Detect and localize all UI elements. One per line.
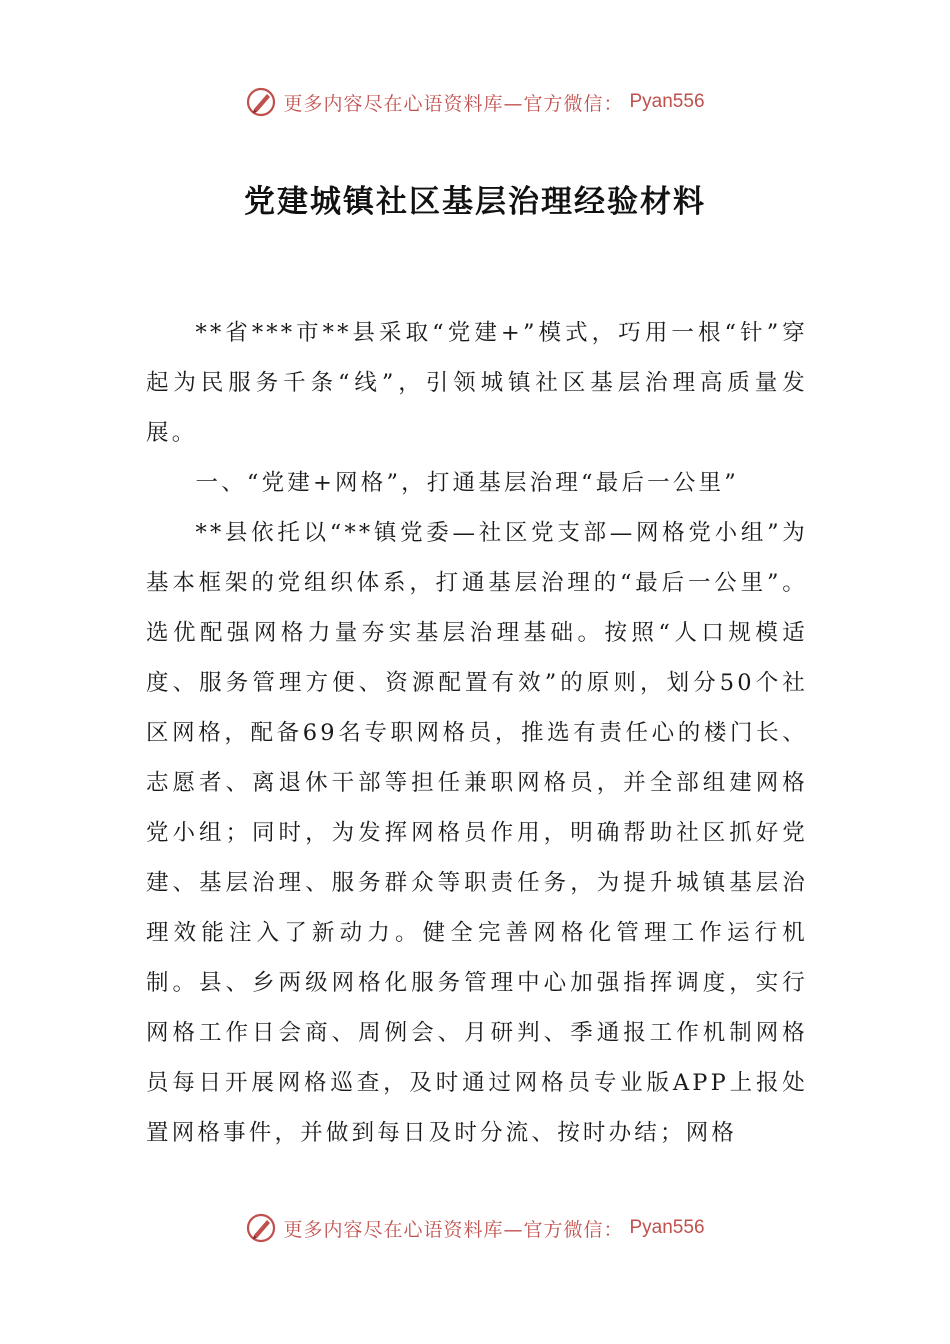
document-body xyxy=(146,308,808,1158)
watermark-wechat-id: Pyan556 xyxy=(629,1217,705,1238)
body-paragraph: **县依托以“**镇党委—社区党支部—网格党小组”为基本框架的党组织体系，打通基层治理的“最后一公里”。选优配强网格力量夯实基层治理基础。按照“人口规模适度、服务管理方便、资源配置有效”的原则，划分50个社区网格，配备69名专职网格员，推选有责任心的楼门长、志愿者、离退休干部等担任兼职网格员，并全部组建网格党小组；同时，为发挥网格员作用，明确帮助社区抓好党建、基层治理、服务群众等职责任务，为提升城镇基层治理效能注入了新动力。健全完善网格化管理工作运行机制。县、乡两级网格化服务管理中心加强指挥调度，实行网格工作日会商、周例会、月研判、季通报工作机制网格员每日开展网格巡查，及时通过网格员专业版APP上报处置网格事件，并做到每日及时分流、按时办结；网格 xyxy=(146,520,808,1146)
intro-paragraph: **省***市**县采取“党建+”模式，巧用一根“针”穿起为民服务千条“线”，引领城镇社区基层治理高质量发展。 xyxy=(146,320,808,446)
header-watermark xyxy=(0,86,950,118)
page-title: 党建城镇社区基层治理经验材料 xyxy=(244,184,706,220)
pen-logo-icon xyxy=(245,86,277,118)
watermark-text: 更多内容尽在心语资料库—官方微信： xyxy=(283,1218,624,1241)
pen-logo-icon xyxy=(245,1212,277,1244)
section-heading: 一、“党建+网格”，打通基层治理“最后一公里” xyxy=(195,470,739,496)
footer-watermark xyxy=(0,1212,950,1244)
watermark-text: 更多内容尽在心语资料库—官方微信： xyxy=(283,92,624,115)
watermark-wechat-id: Pyan556 xyxy=(629,91,705,112)
